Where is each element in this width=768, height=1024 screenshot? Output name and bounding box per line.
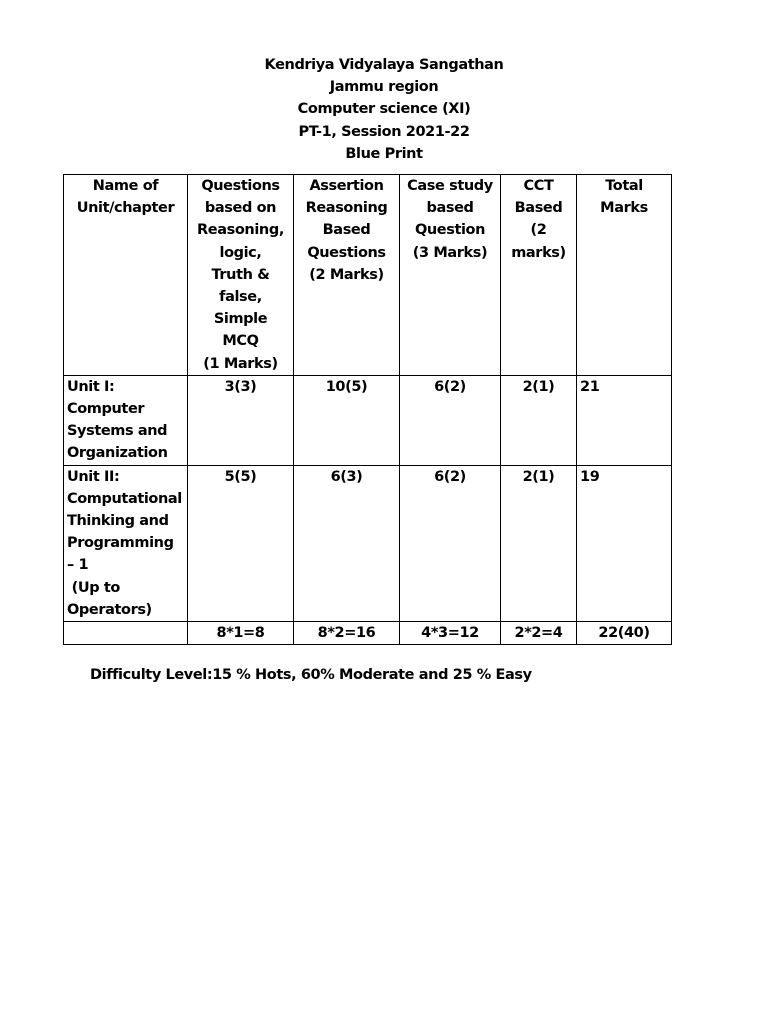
org-name: Kendriya Vidyalaya Sangathan xyxy=(264,57,504,73)
header-total: Total Marks xyxy=(577,175,672,376)
case-study-cell: 6(2) xyxy=(400,465,501,621)
total-cell: 19 xyxy=(577,465,672,621)
subject-title: Computer science (XI) xyxy=(297,101,471,118)
header-case-study: Case study based Question (3 Marks) xyxy=(400,175,501,376)
header-mcq: Questions based on Reasoning, logic, Truth & false, Simple MCQ (1 Marks) xyxy=(188,175,294,376)
cct-cell: 2(1) xyxy=(501,465,577,621)
table-header-row xyxy=(64,175,672,376)
unit-cell: Unit I: Computer Systems and Organization xyxy=(64,375,188,465)
total-cell: 21 xyxy=(577,375,672,465)
mcq-cell: 3(3) xyxy=(188,375,294,465)
totals-cct-cell: 2*2=4 xyxy=(501,622,577,645)
assertion-cell: 10(5) xyxy=(294,375,400,465)
mcq-cell: 5(5) xyxy=(188,465,294,621)
unit-cell: Unit II: Computational Thinking and Programming – 1 (Up to Operators) xyxy=(64,465,188,621)
document-header xyxy=(0,54,768,165)
table-row xyxy=(64,375,672,465)
blueprint-table xyxy=(63,174,672,645)
session-title: PT-1, Session 2021-22 xyxy=(298,123,470,140)
totals-row xyxy=(64,622,672,645)
header-unit: Name of Unit/chapter xyxy=(64,175,188,376)
table-row xyxy=(64,465,672,621)
totals-case-study-cell: 4*3=12 xyxy=(400,622,501,645)
header-cct: CCT Based (2 marks) xyxy=(501,175,577,376)
case-study-cell: 6(2) xyxy=(400,375,501,465)
document-title: Blue Print xyxy=(345,145,423,162)
header-assertion: Assertion Reasoning Based Questions (2 Marks) xyxy=(294,175,400,376)
region-name: Jammu region xyxy=(329,79,439,96)
assertion-cell: 6(3) xyxy=(294,465,400,621)
grand-total-cell: 22(40) xyxy=(577,622,672,645)
totals-unit-cell xyxy=(64,622,188,645)
cct-cell: 2(1) xyxy=(501,375,577,465)
totals-assertion-cell: 8*2=16 xyxy=(294,622,400,645)
difficulty-level-note: Difficulty Level:15 % Hots, 60% Moderate and 25 % Easy xyxy=(90,667,532,683)
totals-mcq-cell: 8*1=8 xyxy=(188,622,294,645)
